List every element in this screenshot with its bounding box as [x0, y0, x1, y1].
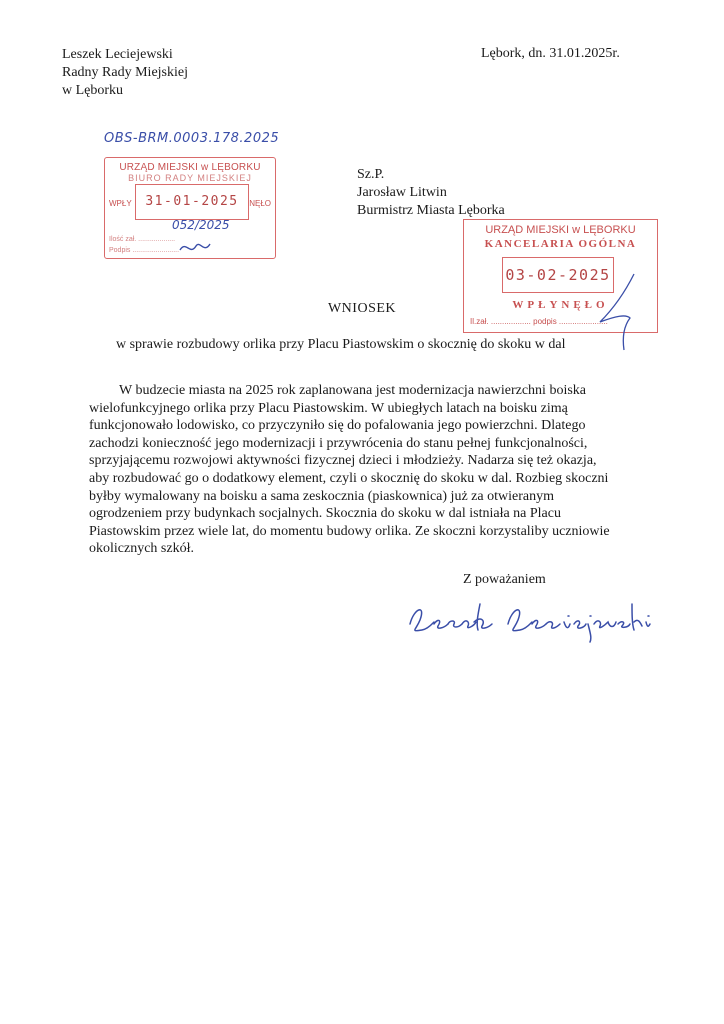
addressee-name: Jarosław Litwin — [357, 185, 447, 200]
document-subject: w sprawie rozbudowy orlika przy Placu Piastowskim o skocznię do skoku w dal — [116, 337, 566, 352]
registry-stamp-line1: URZĄD MIEJSKI w LĘBORKU — [119, 162, 261, 173]
office-stamp-date: 03-02-2025 — [505, 266, 611, 284]
registry-stamp-field2: Podpis ........................ — [109, 247, 180, 254]
office-stamp-line2: KANCELARIA OGÓLNA — [484, 238, 637, 250]
registry-stamp-received-right: NĘŁO — [249, 199, 271, 208]
office-stamp-received: WPŁYNĘŁO — [512, 299, 609, 311]
addressee-block — [357, 166, 505, 220]
registry-stamp-field1: Ilość zał. ................... — [109, 236, 176, 243]
registry-stamp-date: 31-01-2025 — [145, 194, 239, 209]
handwritten-signature — [404, 594, 654, 644]
closing-phrase: Z poważaniem — [463, 572, 546, 587]
document-title: WNIOSEK — [327, 301, 397, 316]
registry-initials-icon — [176, 236, 216, 258]
addressee-salutation: Sz.P. — [357, 167, 385, 182]
registry-stamp-line2: BIURO RADY MIEJSKIEJ — [128, 173, 252, 183]
handwritten-registry-ref: OBS-BRM.0003.178.2025 — [104, 131, 280, 146]
registry-stamp-received-left: WPŁY — [109, 199, 132, 208]
sender-role: Radny Rady Miejskiej — [62, 65, 188, 80]
sender-city: w Lęborku — [62, 83, 124, 98]
office-stamp-fields: Il.zał. .................. podpis ...................... — [470, 317, 608, 326]
document-body-text: W budzecie miasta na 2025 rok zaplanowana jest modernizacja nawierzchni boiska wielofunkcyjnego orlika przy Placu Piastowskim. W ubiegłych latach na boisku zimą funkcjonowało lodowisko, co przyczyniło się do pofalowania jego powierzchni. Dlatego zachodzi konieczność jego modernizacji i przywrócenia do stanu pełnej funkcjonalności, sprzyjającemu rozwojowi aktywności fizycznej dzieci i młodzieży. Nadarza się też okazja, aby rozbudować go o dodatkowy element, czyli o skocznię do skoku w dal. Rozbieg skoczni byłby wymalowany na boisku a sama zeskocznia (piaskownica) już za otwieranym ogrodzeniem przy budynkach socjalnych. Skocznia do skoku w dal istniała na Placu Piastowskim przez wiele lat, do momentu budowy orlika. Ze skoczni korzystaliby uczniowie okolicznych szkół. — [89, 383, 610, 557]
handwritten-registry-number: 052/2025 — [172, 218, 230, 232]
sender-name: Leszek Leciejewski — [62, 47, 173, 62]
sender-block — [62, 46, 188, 100]
registry-stamp-date-box — [135, 184, 249, 220]
document-body — [89, 382, 611, 558]
addressee-role: Burmistrz Miasta Lęborka — [357, 203, 505, 218]
place-and-date: Lębork, dn. 31.01.2025r. — [481, 46, 620, 61]
office-stamp-line1: URZĄD MIEJSKI w LĘBORKU — [485, 224, 636, 236]
